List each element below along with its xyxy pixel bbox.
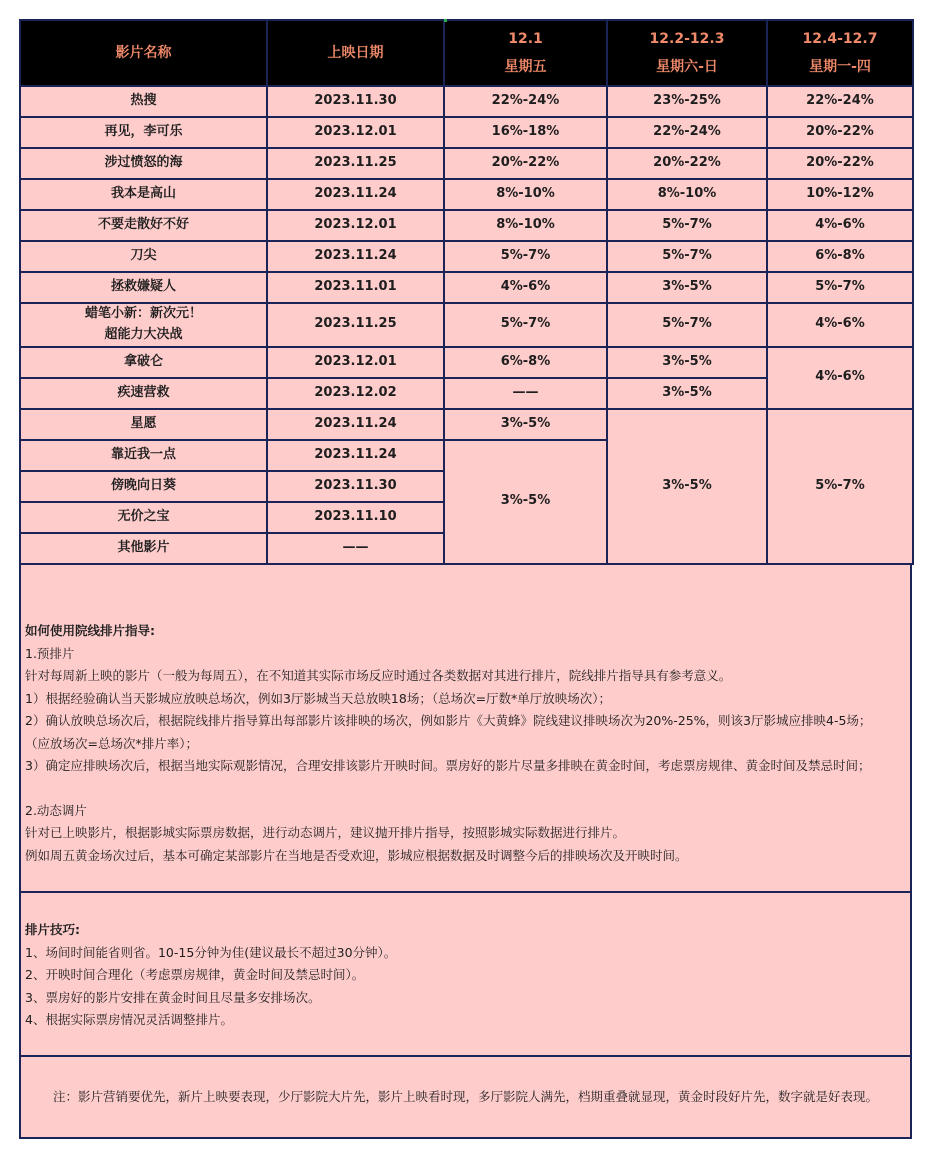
rate-col2: 8%-10% <box>607 179 767 210</box>
header-col3 <box>767 20 913 86</box>
guide-s1-intro: 针对每周新上映的影片（一般为每周五），在不知道其实际市场反应时通过各类数据对其进行排片，院线排片指导具有参考意义。 <box>25 668 732 683</box>
film-name-line2: 超能力大决战 <box>104 326 183 342</box>
rate-col3: 20%-22% <box>767 117 913 148</box>
table-row <box>20 347 913 378</box>
rate-col1: 20%-22% <box>444 148 607 179</box>
table-row <box>20 117 913 148</box>
note-section <box>19 1057 912 1139</box>
corner-marker <box>444 19 447 22</box>
rate-col2: 5%-7% <box>607 210 767 241</box>
guide-s1-title: 1.预排片 <box>25 645 75 661</box>
film-name: 靠近我一点 <box>20 440 267 471</box>
film-name: 再见，李可乐 <box>20 117 267 148</box>
guide-title: 如何使用院线排片指导: <box>25 623 155 638</box>
release-date: 2023.11.30 <box>267 86 444 117</box>
rate-col3-merged: 4%-6% <box>767 347 913 409</box>
rate-col3: 4%-6% <box>767 303 913 347</box>
header-film-name: 影片名称 <box>20 20 267 86</box>
film-name: 傍晚向日葵 <box>20 471 267 502</box>
release-date: 2023.11.25 <box>267 303 444 347</box>
rate-col2: 20%-22% <box>607 148 767 179</box>
header-col1 <box>444 20 607 86</box>
table-row <box>20 272 913 303</box>
film-name: 拿破仑 <box>20 347 267 378</box>
release-date: 2023.11.01 <box>267 272 444 303</box>
header-release-date: 上映日期 <box>267 20 444 86</box>
rate-col2: 23%-25% <box>607 86 767 117</box>
release-date: 2023.11.24 <box>267 409 444 440</box>
table-row <box>20 409 913 440</box>
rate-col1: 5%-7% <box>444 241 607 272</box>
guide-s1-step3: 3）确定应排映场次后，根据当地实际观影情况，合理安排该影片开映时间。票房好的影片尽量多排映在黄金时间，考虑票房规律、黄金时间及禁忌时间； <box>25 758 871 773</box>
rate-col1: —— <box>444 378 607 409</box>
rate-col3: 22%-24% <box>767 86 913 117</box>
table-row <box>20 210 913 241</box>
table-row <box>20 241 913 272</box>
table-row <box>20 86 913 117</box>
release-date: 2023.12.01 <box>267 347 444 378</box>
rate-col1: 16%-18% <box>444 117 607 148</box>
release-date: —— <box>267 533 444 564</box>
tip-2: 2、开映时间合理化（考虑票房规律，黄金时间及禁忌时间）。 <box>25 967 365 982</box>
rate-col2: 22%-24% <box>607 117 767 148</box>
release-date: 2023.12.02 <box>267 378 444 409</box>
header-col3-date: 12.4-12.7 <box>802 30 878 47</box>
tips-title: 排片技巧: <box>25 922 80 937</box>
release-date: 2023.11.30 <box>267 471 444 502</box>
film-name <box>20 303 267 347</box>
rate-col3-merged: 5%-7% <box>767 409 913 564</box>
release-date: 2023.11.10 <box>267 502 444 533</box>
table-row <box>20 303 913 347</box>
rate-col1-merged: 3%-5% <box>444 440 607 564</box>
guide-s1-step2: 2）确认放映总场次后，根据院线排片指导算出每部影片该排映的场次，例如影片《大黄蜂》院线建议排映场次为20%-25%，则该3厅影城应排映4-5场； <box>25 713 872 728</box>
release-date: 2023.11.25 <box>267 148 444 179</box>
release-date: 2023.11.24 <box>267 440 444 471</box>
film-name: 不要走散好不好 <box>20 210 267 241</box>
film-name: 涉过愤怒的海 <box>20 148 267 179</box>
table-row <box>20 179 913 210</box>
tip-4: 4、根据实际票房情况灵活调整排片。 <box>25 1012 233 1027</box>
film-name: 我本是高山 <box>20 179 267 210</box>
rate-col3: 10%-12% <box>767 179 913 210</box>
film-name: 拯救嫌疑人 <box>20 272 267 303</box>
rate-col1: 5%-7% <box>444 303 607 347</box>
rate-col2: 3%-5% <box>607 272 767 303</box>
rate-col1: 4%-6% <box>444 272 607 303</box>
header-col1-date: 12.1 <box>508 30 543 47</box>
release-date: 2023.11.24 <box>267 241 444 272</box>
rate-col3: 4%-6% <box>767 210 913 241</box>
table-row <box>20 148 913 179</box>
rate-col1: 3%-5% <box>444 409 607 440</box>
release-date: 2023.11.24 <box>267 179 444 210</box>
tips-section <box>19 893 912 1057</box>
header-col1-day: 星期五 <box>504 59 547 75</box>
guide-section <box>19 591 912 893</box>
film-name-line1: 蜡笔小新：新次元！ <box>84 306 202 321</box>
film-name: 疾速营救 <box>20 378 267 409</box>
release-date: 2023.12.01 <box>267 210 444 241</box>
tip-1: 1、场间时间能省则省。10-15分钟为佳(建议最长不超过30分钟）。 <box>25 944 397 960</box>
schedule-table <box>19 19 914 565</box>
film-name: 其他影片 <box>20 533 267 564</box>
rate-col3: 6%-8% <box>767 241 913 272</box>
guide-s1-step2b: （应放场次=总场次*排片率）； <box>25 735 198 751</box>
header-col2-date: 12.2-12.3 <box>649 30 725 47</box>
rate-col3: 5%-7% <box>767 272 913 303</box>
rate-col2: 5%-7% <box>607 303 767 347</box>
tip-3: 3、票房好的影片安排在黄金时间且尽量多安排场次。 <box>25 989 321 1005</box>
rate-col1: 8%-10% <box>444 179 607 210</box>
rate-col1: 8%-10% <box>444 210 607 241</box>
header-col2 <box>607 20 767 86</box>
rate-col3: 20%-22% <box>767 148 913 179</box>
film-name: 星愿 <box>20 409 267 440</box>
guide-s2-title: 2.动态调片 <box>25 802 87 818</box>
rate-col2-merged: 3%-5% <box>607 409 767 564</box>
guide-s2-line2: 例如周五黄金场次过后，基本可确定某部影片在当地是否受欢迎，影城应根据数据及时调整今后的排映场次及开映时间。 <box>25 847 688 863</box>
film-name: 热搜 <box>20 86 267 117</box>
rate-col2: 3%-5% <box>607 378 767 409</box>
rate-col1: 6%-8% <box>444 347 607 378</box>
guide-s2-line1: 针对已上映影片，根据影城实际票房数据，进行动态调片，建议抛开排片指导，按照影城实际数据进行排片。 <box>25 825 626 840</box>
table-header-row <box>20 20 913 86</box>
film-name: 无价之宝 <box>20 502 267 533</box>
rate-col2: 3%-5% <box>607 347 767 378</box>
note-text: 注：影片营销要优先，新片上映要表现，少厅影院大片先，影片上映看时现，多厅影院人满先，档期重叠就显现，黄金时段好片先，数字就是好表现。 <box>52 1089 878 1104</box>
rate-col2: 5%-7% <box>607 241 767 272</box>
release-date: 2023.12.01 <box>267 117 444 148</box>
header-col3-day: 星期一-四 <box>809 59 871 75</box>
header-col2-day: 星期六-日 <box>656 59 718 75</box>
guide-s1-step1: 1）根据经验确认当天影城应放映总场次，例如3厅影城当天总放映18场；（总场次=厅数*单厅放映场次）； <box>25 690 612 706</box>
rate-col1: 22%-24% <box>444 86 607 117</box>
film-name: 刀尖 <box>20 241 267 272</box>
